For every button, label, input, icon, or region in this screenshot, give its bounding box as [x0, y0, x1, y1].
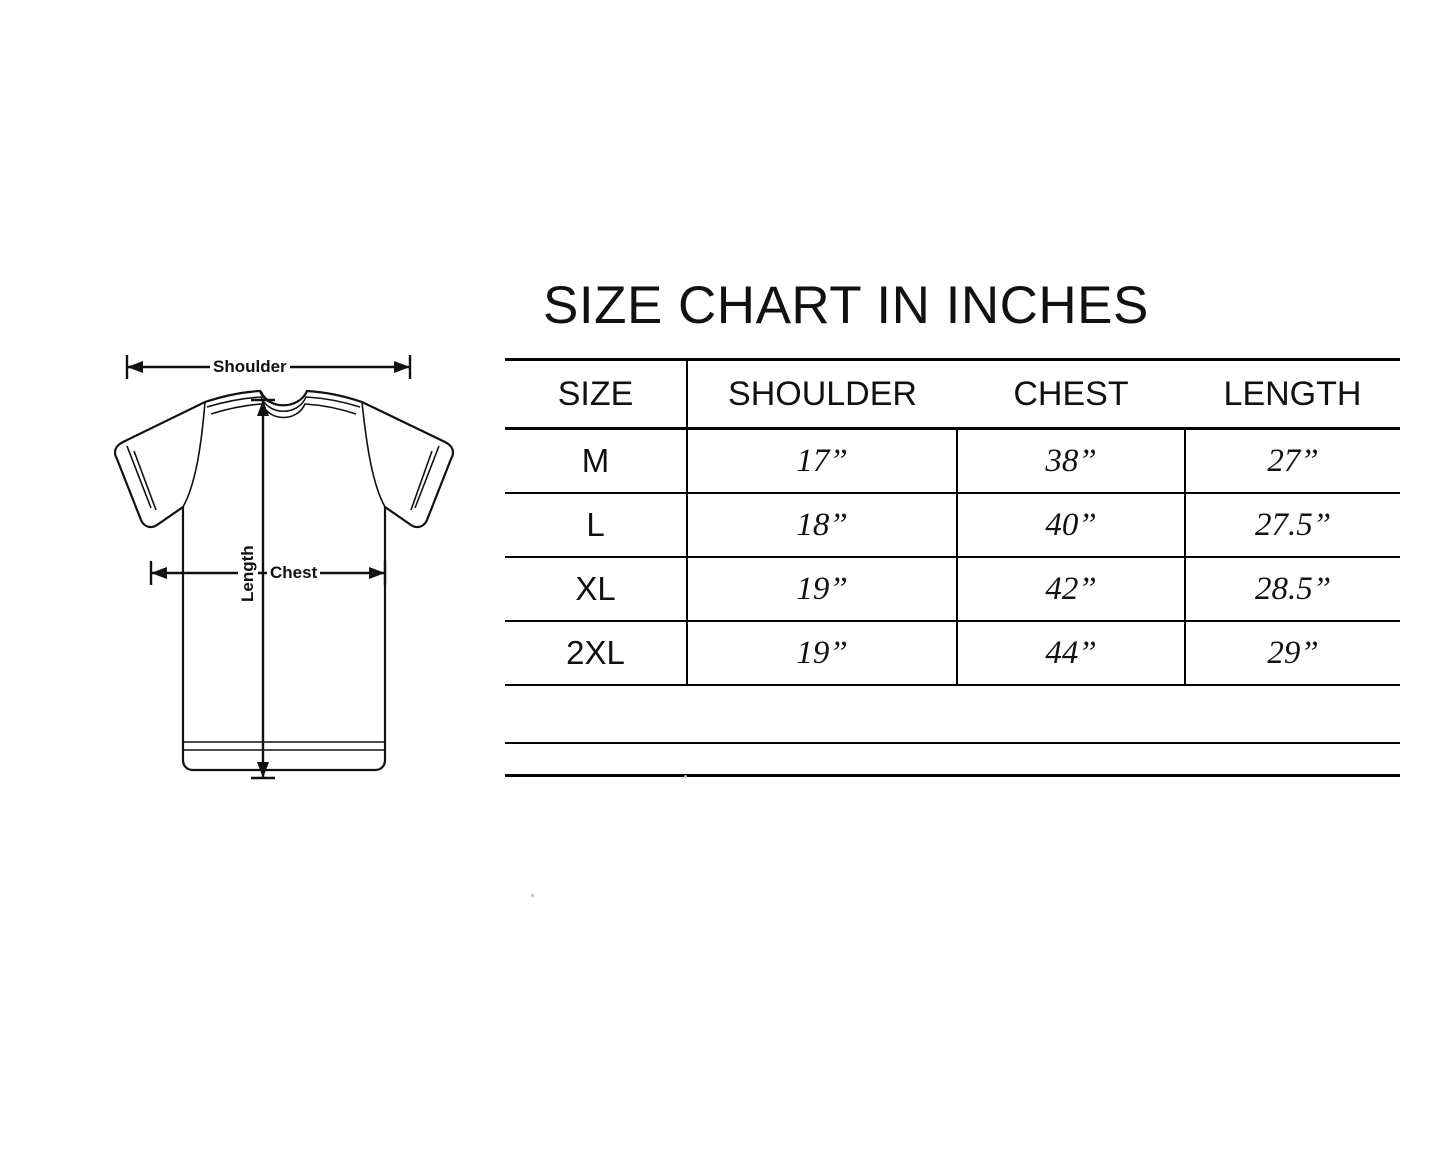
cell-chest: 42” [957, 557, 1185, 621]
speck [531, 894, 534, 897]
table-row [505, 621, 1400, 685]
column-header-size: SIZE [505, 360, 687, 429]
table-row [505, 557, 1400, 621]
cell-size: 2XL [505, 621, 687, 685]
bottom-rule-2 [505, 774, 1400, 777]
cell-length: 27.5” [1185, 493, 1400, 557]
cell-chest: 40” [957, 493, 1185, 557]
table-header-row [505, 360, 1400, 429]
cell-chest: 38” [957, 429, 1185, 494]
column-header-chest: CHEST [957, 360, 1185, 429]
table-row [505, 493, 1400, 557]
column-header-shoulder: SHOULDER [687, 360, 957, 429]
cell-length: 29” [1185, 621, 1400, 685]
cell-shoulder: 19” [687, 621, 957, 685]
table-body [505, 429, 1400, 686]
length-dimension-label: Length [238, 542, 258, 605]
size-chart [505, 275, 1400, 777]
cell-chest: 44” [957, 621, 1185, 685]
page-title: SIZE CHART IN INCHES [543, 276, 1149, 335]
garment-measurement-diagram [55, 330, 495, 830]
table-bottom-rules [505, 686, 1400, 777]
speck [684, 775, 687, 778]
cell-length: 27” [1185, 429, 1400, 494]
cell-shoulder: 19” [687, 557, 957, 621]
cell-size: XL [505, 557, 687, 621]
blank-row [505, 744, 1400, 774]
size-chart-table [505, 358, 1400, 686]
column-header-length: LENGTH [1185, 360, 1400, 429]
cell-shoulder: 17” [687, 429, 957, 494]
cell-shoulder: 18” [687, 493, 957, 557]
chest-dimension-label: Chest [267, 563, 320, 583]
cell-length: 28.5” [1185, 557, 1400, 621]
cell-size: L [505, 493, 687, 557]
table-header [505, 360, 1400, 429]
shoulder-dimension-label: Shoulder [210, 357, 290, 377]
blank-row [505, 686, 1400, 742]
table-row [505, 429, 1400, 494]
cell-size: M [505, 429, 687, 494]
